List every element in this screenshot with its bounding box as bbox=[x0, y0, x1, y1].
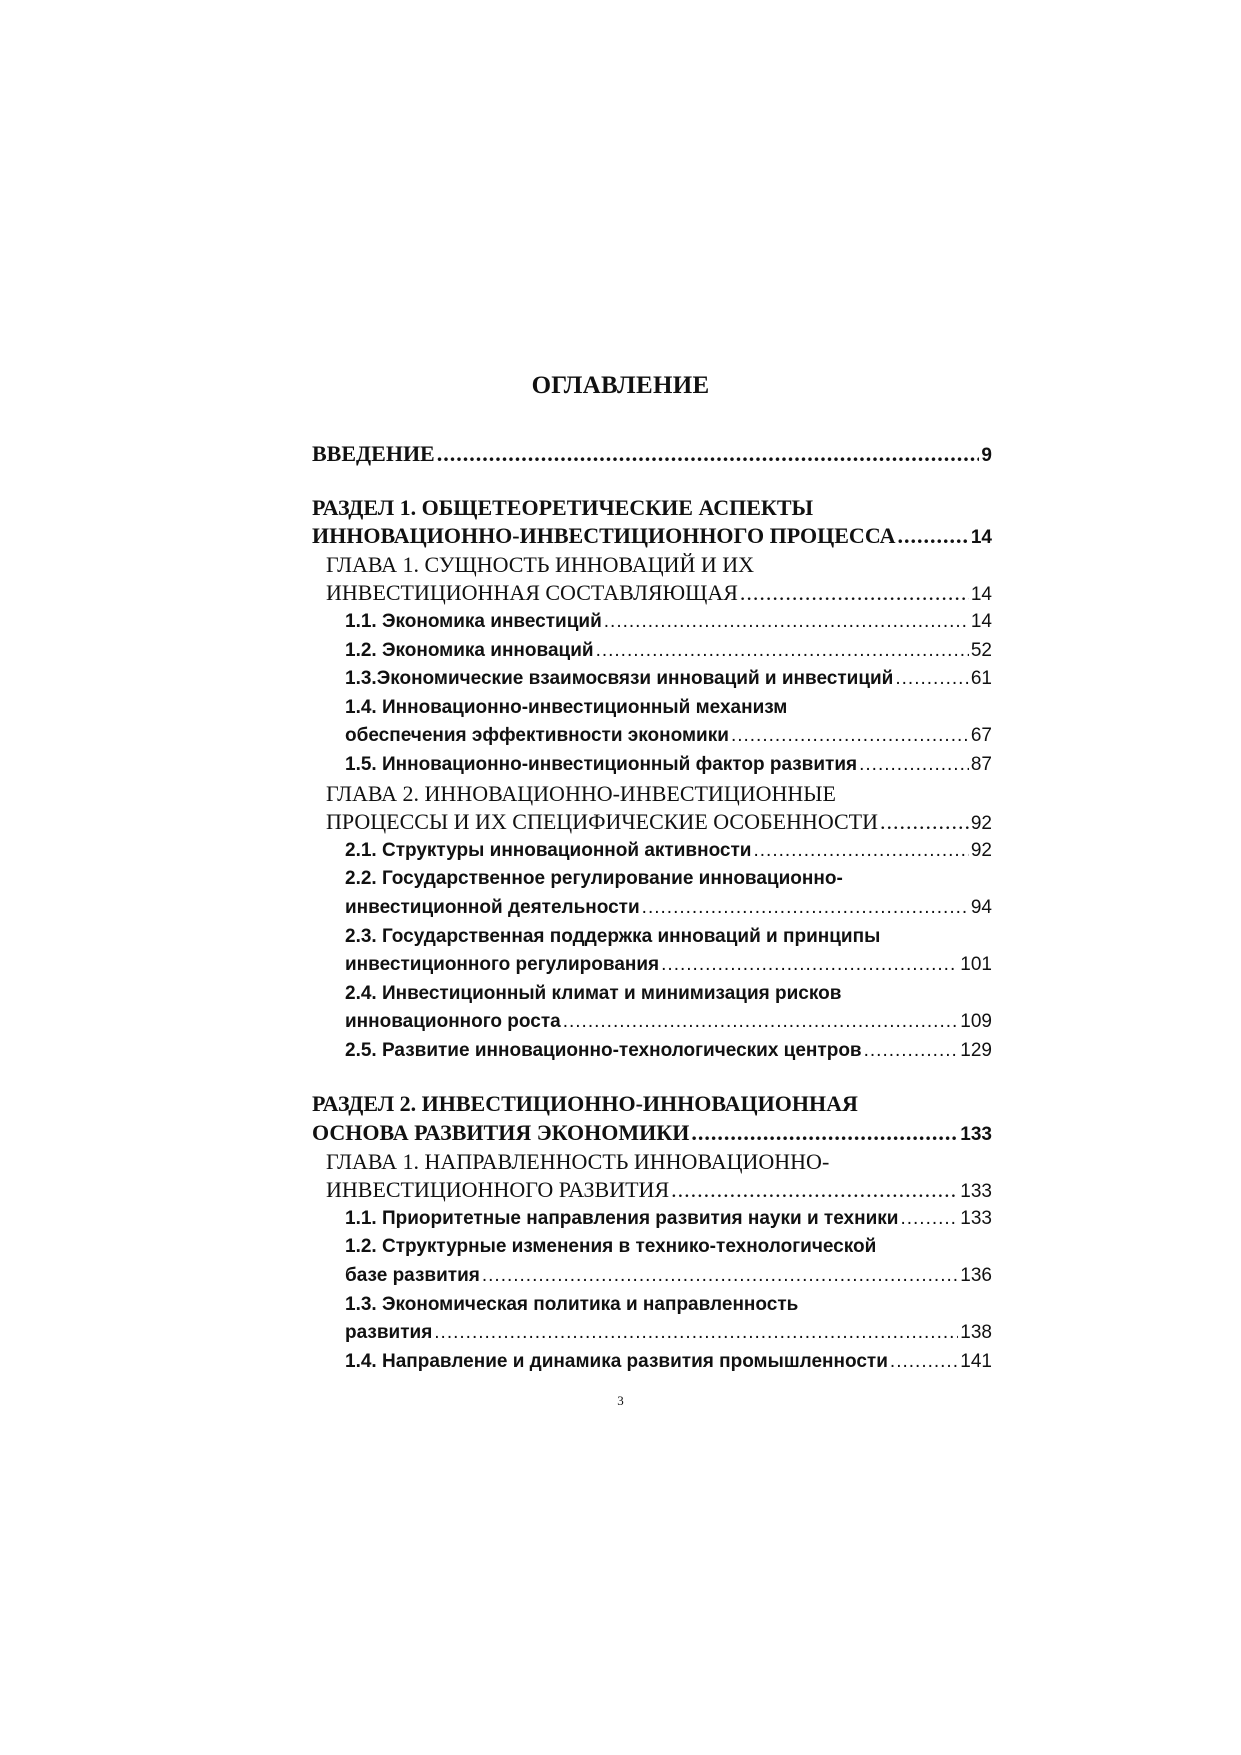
page-number: 3 bbox=[617, 1393, 624, 1408]
toc-entry-page: 133 bbox=[960, 1124, 992, 1146]
dot-leader bbox=[731, 722, 969, 751]
dot-leader bbox=[563, 1008, 959, 1037]
toc-entry-page: 141 bbox=[960, 1350, 992, 1372]
dot-leader bbox=[691, 1119, 958, 1148]
toc-entry-page: 109 bbox=[960, 1011, 992, 1033]
dot-leader bbox=[864, 1037, 959, 1066]
toc-entry-page: 101 bbox=[960, 954, 992, 976]
toc-entry-title: 1.2. Структурные изменения в технико-технологической bbox=[345, 1236, 877, 1258]
toc-entry-title: РАЗДЕЛ 1. ОБЩЕТЕОРЕТИЧЕСКИЕ АСПЕКТЫ bbox=[312, 494, 814, 520]
toc-entry-page: 14 bbox=[970, 584, 992, 606]
toc-entry-part-2-chapter-1[interactable] bbox=[312, 1148, 992, 1205]
toc-entry-page: 133 bbox=[960, 1181, 992, 1203]
toc-entry-1-2-5[interactable] bbox=[312, 1037, 992, 1066]
toc-entry-title-cont: инновационного роста bbox=[345, 1011, 561, 1033]
toc-entry-page: 94 bbox=[970, 896, 992, 918]
toc-entry-title-cont: инвестиционной деятельности bbox=[345, 896, 640, 918]
toc-entry-1-1-4[interactable] bbox=[312, 694, 992, 751]
dot-leader bbox=[895, 665, 968, 694]
toc-entry-title: 2.1. Структуры инновационной активности bbox=[345, 839, 752, 861]
toc-entry-title: 1.2. Экономика инноваций bbox=[345, 639, 594, 661]
toc-entry-page: 61 bbox=[970, 668, 992, 690]
toc-entry-page: 52 bbox=[970, 639, 992, 661]
toc-entry-2-1-2[interactable] bbox=[312, 1233, 992, 1290]
page-title: ОГЛАВЛЕНИЕ bbox=[531, 372, 710, 399]
toc-entry-title: 2.4. Инвестиционный климат и минимизация рисков bbox=[345, 982, 842, 1004]
toc-entry-title: 1.3.Экономические взаимосвязи инноваций и инвестиций bbox=[345, 668, 894, 690]
toc-entry-title: 1.4. Направление и динамика развития промышленности bbox=[345, 1350, 888, 1372]
toc-entry-part-1-chapter-2[interactable] bbox=[312, 780, 992, 837]
toc-entry-title-cont: ИННОВАЦИОННО-ИНВЕСТИЦИОННОГО ПРОЦЕССА bbox=[312, 523, 896, 549]
toc-entry-1-1-2[interactable] bbox=[312, 637, 992, 666]
toc-entry-title-cont: ИНВЕСТИЦИОННАЯ СОСТАВЛЯЮЩАЯ bbox=[326, 580, 738, 606]
dot-leader bbox=[900, 1205, 958, 1234]
toc-entry-title-cont: обеспечения эффективности экономики bbox=[345, 725, 729, 747]
toc-entry-page: 67 bbox=[970, 725, 992, 747]
toc-entry-page: 92 bbox=[970, 813, 992, 835]
toc-entry-part-2[interactable] bbox=[312, 1090, 992, 1147]
toc-entry-2-1-4[interactable] bbox=[312, 1348, 992, 1377]
toc-entry-title-cont: развития bbox=[345, 1322, 433, 1344]
table-of-contents bbox=[312, 440, 992, 1376]
dot-leader bbox=[859, 751, 969, 780]
toc-entry-title-cont: ИНВЕСТИЦИОННОГО РАЗВИТИЯ bbox=[326, 1177, 670, 1203]
toc-entry-title-cont: ПРОЦЕССЫ И ИХ СПЕЦИФИЧЕСКИЕ ОСОБЕННОСТИ bbox=[326, 809, 878, 835]
toc-entry-1-2-3[interactable] bbox=[312, 923, 992, 980]
toc-entry-page: 9 bbox=[981, 445, 992, 466]
toc-entry-page: 133 bbox=[960, 1207, 992, 1229]
toc-entry-1-2-4[interactable] bbox=[312, 980, 992, 1037]
dot-leader bbox=[890, 1348, 958, 1377]
toc-entry-title: 1.4. Инновационно-инвестиционный механизм bbox=[345, 696, 788, 718]
toc-entry-title: 2.3. Государственная поддержка инноваций и принципы bbox=[345, 925, 881, 947]
toc-entry-title: 1.3. Экономическая политика и направленность bbox=[345, 1293, 799, 1315]
dot-leader bbox=[898, 522, 969, 551]
toc-entry-title: РАЗДЕЛ 2. ИНВЕСТИЦИОННО-ИННОВАЦИОННАЯ bbox=[312, 1091, 858, 1117]
toc-entry-page: 14 bbox=[970, 610, 992, 632]
toc-entry-page: 129 bbox=[960, 1039, 992, 1061]
toc-entry-title: ГЛАВА 1. СУЩНОСТЬ ИННОВАЦИЙ И ИХ bbox=[326, 551, 755, 577]
toc-entry-page: 138 bbox=[960, 1322, 992, 1344]
dot-leader bbox=[880, 808, 969, 837]
toc-entry-1-2-1[interactable] bbox=[312, 837, 992, 866]
dot-leader bbox=[740, 579, 969, 608]
dot-leader bbox=[596, 637, 969, 666]
toc-entry-title: ГЛАВА 2. ИННОВАЦИОННО-ИНВЕСТИЦИОННЫЕ bbox=[326, 780, 836, 806]
toc-entry-title: ГЛАВА 1. НАПРАВЛЕННОСТЬ ИННОВАЦИОННО- bbox=[326, 1148, 830, 1174]
toc-entry-1-1-3[interactable] bbox=[312, 665, 992, 694]
dot-leader bbox=[482, 1262, 958, 1291]
toc-entry-introduction[interactable] bbox=[312, 440, 992, 469]
dot-leader bbox=[753, 837, 968, 866]
toc-entry-2-1-1[interactable] bbox=[312, 1205, 992, 1234]
toc-entry-2-1-3[interactable] bbox=[312, 1291, 992, 1348]
toc-entry-title: 2.2. Государственное регулирование инновационно- bbox=[345, 868, 843, 890]
toc-entry-title-cont: инвестиционного регулирования bbox=[345, 954, 660, 976]
dot-leader bbox=[661, 951, 958, 980]
toc-entry-title: ВВЕДЕНИЕ bbox=[312, 441, 435, 466]
toc-entry-title: 2.5. Развитие инновационно-технологических центров bbox=[345, 1039, 862, 1061]
toc-entry-page: 87 bbox=[970, 753, 992, 775]
dot-leader bbox=[434, 1319, 958, 1348]
toc-entry-page: 136 bbox=[960, 1265, 992, 1287]
toc-entry-1-1-5[interactable] bbox=[312, 751, 992, 780]
toc-entry-title: 1.1. Экономика инвестиций bbox=[345, 610, 602, 632]
toc-entry-part-1[interactable] bbox=[312, 494, 992, 551]
toc-entry-title-cont: ОСНОВА РАЗВИТИЯ ЭКОНОМИКИ bbox=[312, 1120, 690, 1146]
toc-entry-1-2-2[interactable] bbox=[312, 865, 992, 922]
dot-leader bbox=[671, 1176, 958, 1205]
toc-entry-1-1-1[interactable] bbox=[312, 608, 992, 637]
toc-entry-title: 1.5. Инновационно-инвестиционный фактор развития bbox=[345, 753, 858, 775]
dot-leader bbox=[437, 440, 980, 469]
toc-entry-part-1-chapter-1[interactable] bbox=[312, 551, 992, 608]
toc-entry-title: 1.1. Приоритетные направления развития науки и техники bbox=[345, 1207, 899, 1229]
dot-leader bbox=[604, 608, 969, 637]
toc-entry-page: 92 bbox=[970, 839, 992, 861]
toc-entry-page: 14 bbox=[970, 527, 992, 549]
toc-entry-title-cont: базе развития bbox=[345, 1265, 480, 1287]
dot-leader bbox=[642, 894, 969, 923]
